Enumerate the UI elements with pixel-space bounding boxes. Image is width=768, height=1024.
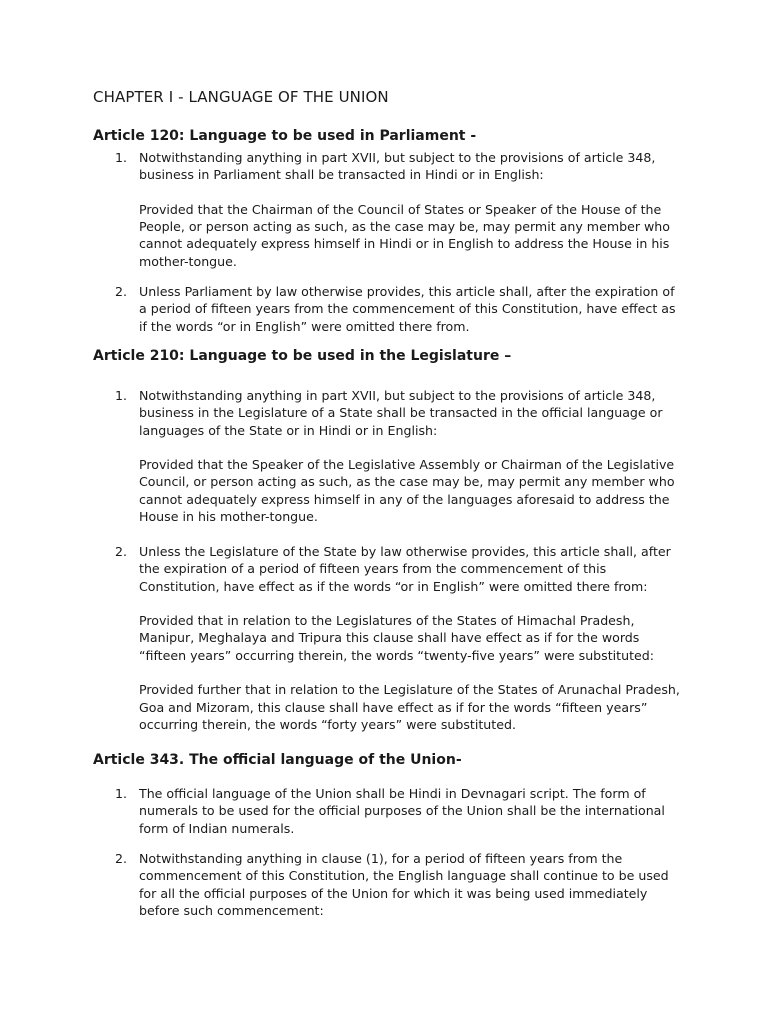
item-paragraph: Provided that the Speaker of the Legislative Assembly or Chairman of the Legislative Council, or person acting as such, as the case may be, may permit any member who cannot adequately express himself in any of the languages aforesaid to address the House in his mother-tongue.	[139, 457, 675, 525]
item-paragraph: Provided that in relation to the Legislatures of the States of Himachal Pradesh, Manipur, Meghalaya and Tripura this clause shall have effect as if for the words “fifteen years” occurring therein, the words “twenty-five years” were substituted:	[139, 613, 655, 663]
item-paragraph: Provided that the Chairman of the Council of States or Speaker of the House of the People, or person acting as such, as the case may be, may permit any member who cannot adequately express himself in Hindi or in English to address the House in his mother-tongue.	[139, 201, 670, 269]
article-343-item-2	[93, 850, 683, 919]
item-number: 1.	[115, 388, 128, 403]
article-210-item-2	[93, 543, 683, 733]
article-120-item-2	[93, 283, 683, 335]
article-343-heading: Article 343. The official language of the Union-	[93, 752, 462, 768]
item-paragraph: Notwithstanding anything in part XVII, but subject to the provisions of article 348, business in the Legislature of a State shall be transacted in the official language or languages of the State or in Hindi or in English:	[139, 388, 663, 438]
item-paragraph: Notwithstanding anything in part XVII, but subject to the provisions of article 348, business in Parliament shall be transacted in Hindi or in English:	[139, 150, 656, 183]
item-number: 2.	[115, 544, 128, 559]
item-number: 1.	[115, 150, 128, 165]
item-paragraph: The official language of the Union shall be Hindi in Devnagari script. The form of numerals to be used for the official purposes of the Union shall be the international form of Indian numerals.	[139, 786, 665, 836]
item-number: 2.	[115, 284, 128, 299]
item-number: 1.	[115, 786, 128, 801]
item-paragraph: Provided further that in relation to the Legislature of the States of Arunachal Pradesh, Goa and Mizoram, this clause shall have effect as if for the words “fifteen years” occurring therein, the words “forty years” were substituted.	[139, 682, 680, 732]
item-paragraph: Unless the Legislature of the State by law otherwise provides, this article shall, after the expiration of a period of fifteen years from the commencement of this Constitution, have effect as if the words “or in English” were omitted there from:	[139, 544, 671, 594]
article-343-item-1	[93, 785, 683, 837]
chapter-title: CHAPTER I - LANGUAGE OF THE UNION	[93, 88, 389, 106]
item-number: 2.	[115, 851, 128, 866]
article-120-item-1	[93, 149, 683, 270]
item-paragraph: Unless Parliament by law otherwise provides, this article shall, after the expiration of a period of fifteen years from the commencement of this Constitution, have effect as if the words “or in English” were omitted there from.	[139, 284, 676, 334]
article-120-heading: Article 120: Language to be used in Parliament -	[93, 128, 477, 144]
article-210-heading: Article 210: Language to be used in the Legislature –	[93, 348, 512, 364]
item-paragraph: Notwithstanding anything in clause (1), for a period of fifteen years from the commencement of this Constitution, the English language shall continue to be used for all the official purposes of the Union for which it was being used immediately before such commencement:	[139, 851, 669, 918]
article-210-item-1	[93, 387, 683, 525]
